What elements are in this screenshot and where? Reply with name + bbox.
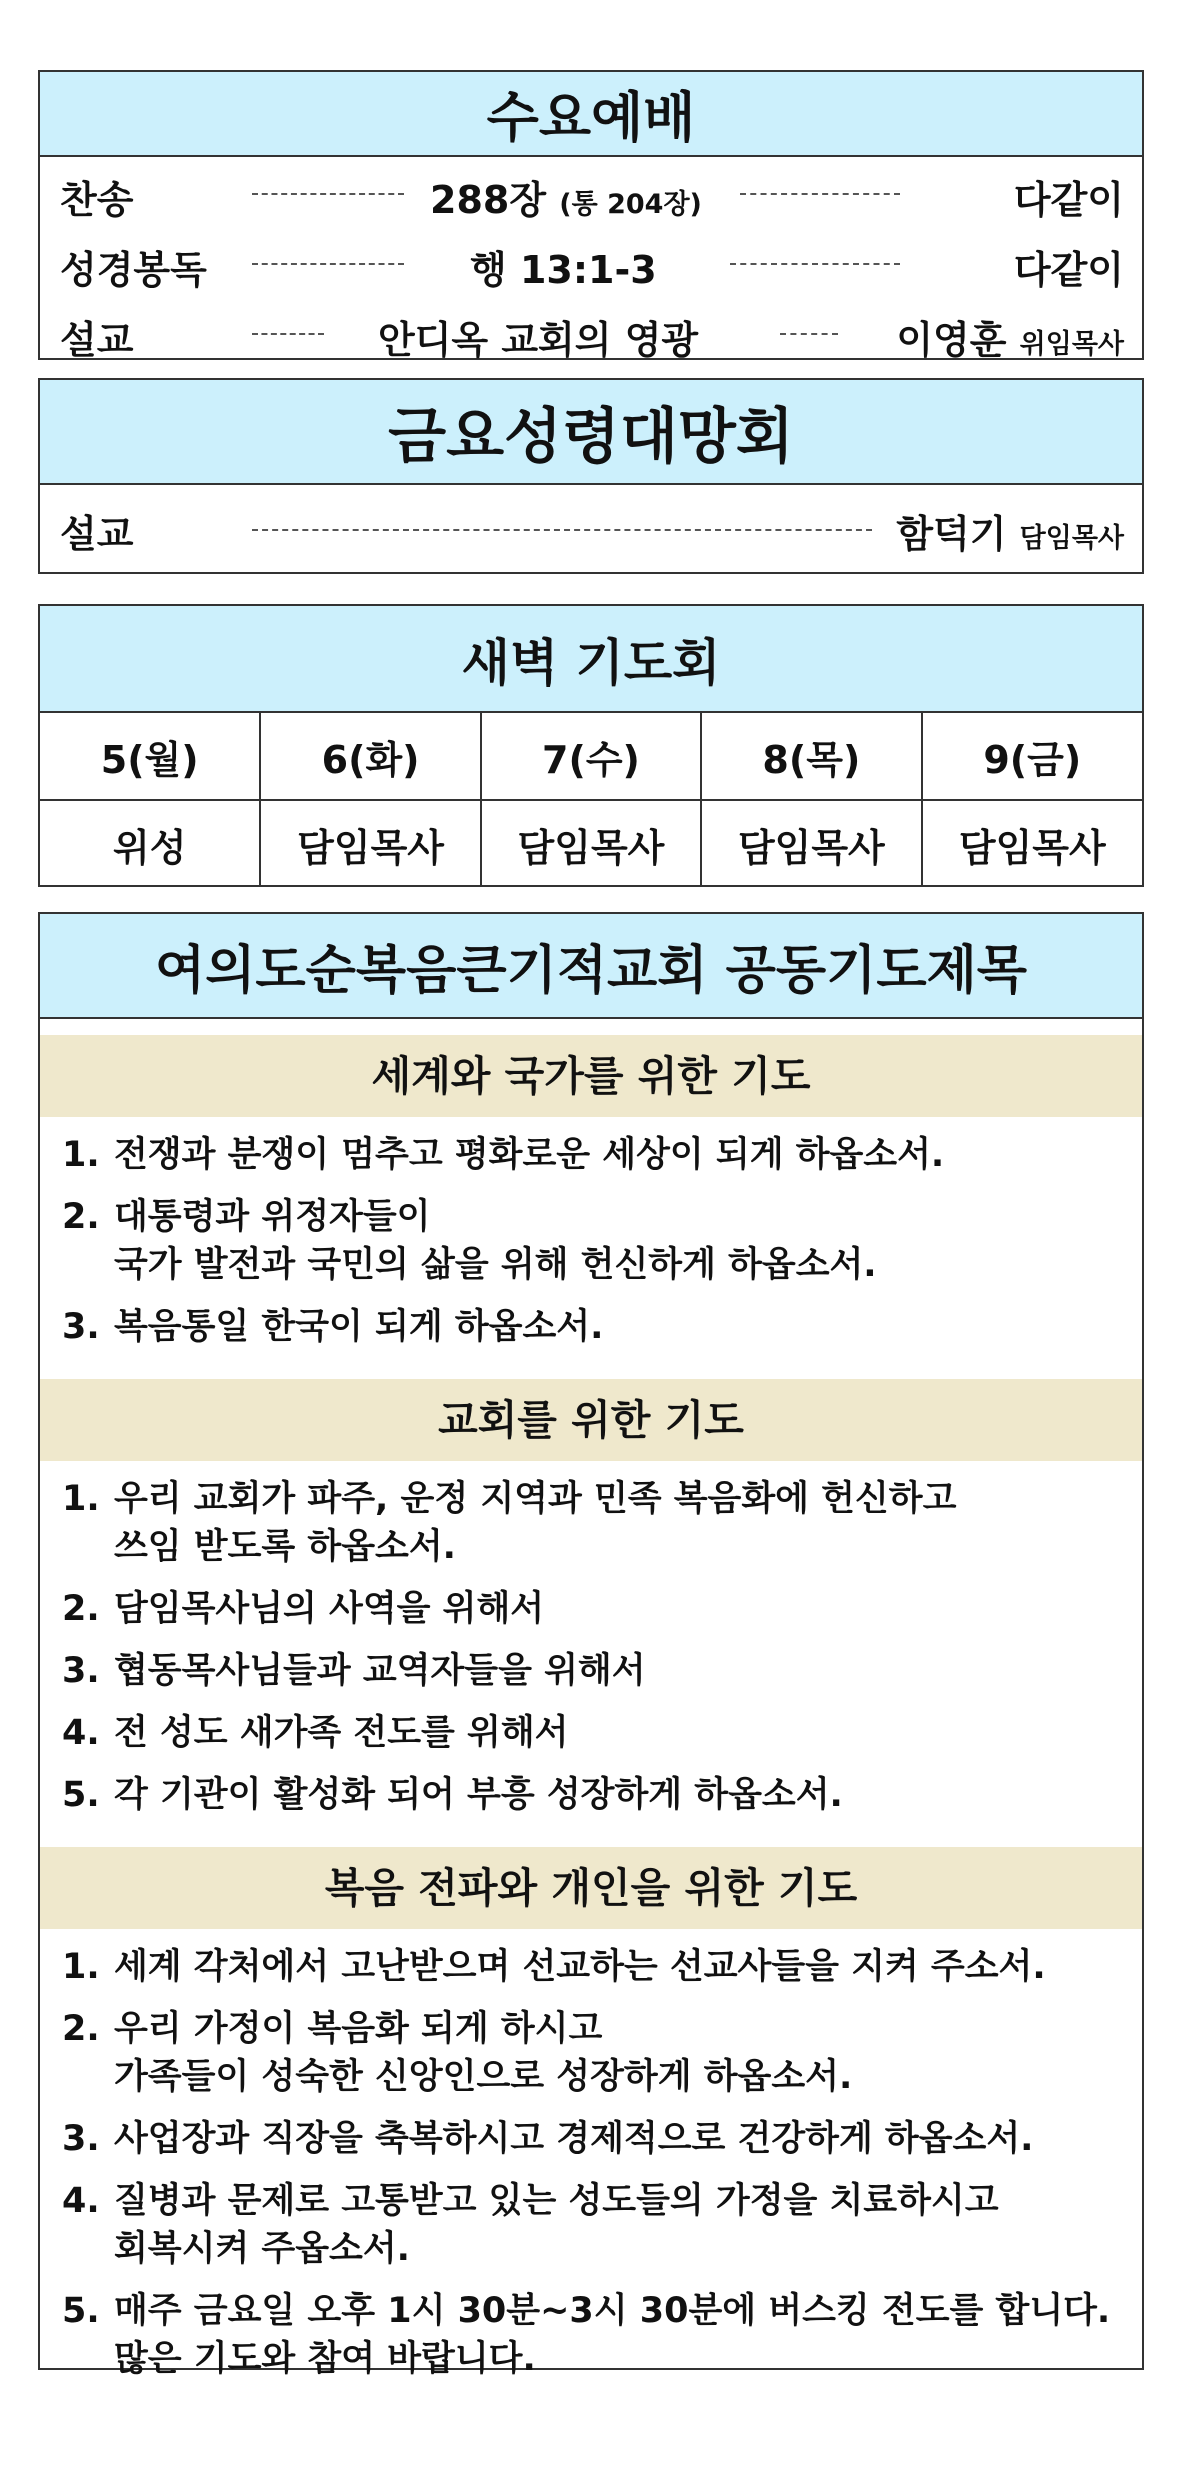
- prayer-topics-title: 여의도순복음큰기적교회 공동기도제목: [40, 914, 1142, 1019]
- divider-dashes: [252, 333, 324, 335]
- section-items-nation: [40, 1117, 1142, 1379]
- dawn-leaders-row: [40, 800, 1142, 887]
- list-item: 3. 복음통일 한국이 되게 하옵소서.: [62, 1307, 604, 1347]
- day-cell: 9(금): [922, 713, 1142, 800]
- list-item: 1. 우리 교회가 파주, 운정 지역과 민족 복음화에 헌신하고 쓰임 받도록 하옵소서.: [62, 1479, 957, 1567]
- leader-cell: 담임목사: [481, 800, 701, 887]
- friday-service-box: [38, 378, 1144, 574]
- leader-cell: 담임목사: [958, 825, 1106, 870]
- list-item: 5. 각 기관이 활성화 되어 부흥 성장하게 하옵소서.: [62, 1775, 843, 1815]
- section-items-gospel: [40, 1929, 1142, 2411]
- list-item: 3. 협동목사님들과 교역자들을 위해서: [62, 1651, 646, 1691]
- section-title-church: 교회를 위한 기도: [40, 1379, 1142, 1461]
- row-label: 설교: [60, 512, 134, 556]
- leader-cell: 담임목사: [701, 800, 921, 887]
- wednesday-row-scripture: [40, 227, 1142, 297]
- row-content: 안디옥 교회의 영광: [378, 318, 699, 362]
- wednesday-row-hymn: [40, 157, 1142, 227]
- divider-dashes: [252, 263, 404, 265]
- row-content: 288장 (통 204장): [430, 178, 702, 222]
- row-right: 다같이: [1013, 178, 1124, 222]
- list-item: 2. 담임목사님의 사역을 위해서: [62, 1589, 545, 1629]
- friday-service-title: 금요성령대망회: [40, 380, 1142, 485]
- row-right: 다같이: [1013, 248, 1124, 292]
- list-item: 3. 사업장과 직장을 축복하시고 경제적으로 건강하게 하옵소서.: [62, 2119, 1034, 2159]
- list-item: 5. 매주 금요일 오후 1시 30분~3시 30분에 버스킹 전도를 합니다. 많은 기도와 참여 바랍니다.: [62, 2291, 1111, 2379]
- leader-cell: 위성: [40, 800, 260, 887]
- divider-dashes: [780, 333, 838, 335]
- section-title-nation: 세계와 국가를 위한 기도: [40, 1035, 1142, 1117]
- divider-dashes: [252, 193, 404, 195]
- leader-cell: 담임목사: [260, 800, 480, 887]
- list-item: 4. 전 성도 새가족 전도를 위해서: [62, 1713, 569, 1753]
- day-cell: 8(목): [701, 713, 921, 800]
- row-content-note: (통 204장): [559, 189, 702, 220]
- day-cell: 7(수): [481, 713, 701, 800]
- section-title-gospel: 복음 전파와 개인을 위한 기도: [40, 1847, 1142, 1929]
- day-cell: 6(화): [260, 713, 480, 800]
- row-content: 행 13:1-3: [470, 248, 657, 292]
- dawn-prayer-box: [38, 604, 1144, 887]
- wednesday-service-title: 수요예배: [40, 72, 1142, 157]
- row-right: 함덕기 담임목사: [896, 512, 1124, 556]
- divider-dashes: [252, 529, 872, 531]
- divider-dashes: [730, 263, 900, 265]
- divider-dashes: [740, 193, 900, 195]
- row-label: 설교: [60, 318, 134, 362]
- list-item: 1. 전쟁과 분쟁이 멈추고 평화로운 세상이 되게 하옵소서.: [62, 1135, 945, 1175]
- dawn-days-row: [40, 713, 1142, 800]
- row-right: 이영훈 위임목사: [896, 318, 1124, 362]
- prayer-topics-box: [38, 912, 1144, 2379]
- row-label: 찬송: [60, 178, 134, 222]
- section-items-church: [40, 1461, 1142, 1847]
- list-item: 2. 대통령과 위정자들이 국가 발전과 국민의 삶을 위해 헌신하게 하옵소서.: [62, 1197, 877, 1285]
- friday-row-sermon: [40, 485, 1142, 573]
- list-item: 2. 우리 가정이 복음화 되게 하시고 가족들이 성숙한 신앙인으로 성장하게 하옵소서.: [62, 2009, 853, 2097]
- list-item: 1. 세계 각처에서 고난받으며 선교하는 선교사들을 지켜 주소서.: [62, 1947, 1046, 1987]
- list-item: 4. 질병과 문제로 고통받고 있는 성도들의 가정을 치료하시고 회복시켜 주옵소서.: [62, 2181, 999, 2269]
- wednesday-service-box: [38, 70, 1144, 360]
- day-cell: 5(월): [40, 713, 260, 800]
- wednesday-row-sermon: [40, 297, 1142, 367]
- row-label: 성경봉독: [60, 248, 207, 292]
- dawn-prayer-title: 새벽 기도회: [40, 606, 1142, 713]
- dawn-prayer-table: [40, 713, 1142, 887]
